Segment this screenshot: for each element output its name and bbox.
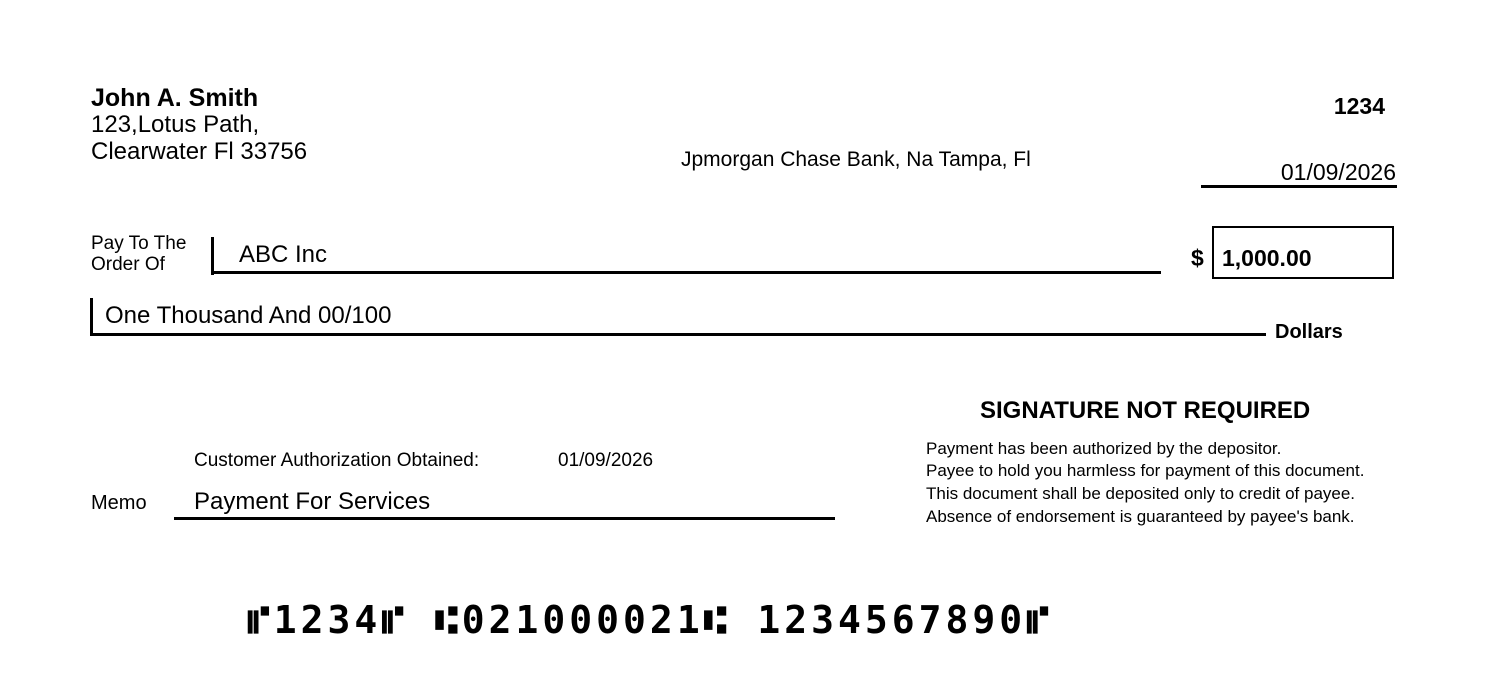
payee-name: ABC Inc <box>239 241 328 268</box>
notice-line: Absence of endorsement is guaranteed by payee's bank. <box>926 507 1355 526</box>
pay-to-label-line2: Order Of <box>91 254 165 275</box>
payer-address-line2: Clearwater Fl 33756 <box>91 138 308 165</box>
amount-words: One Thousand And 00/100 <box>105 302 392 329</box>
signature-title: SIGNATURE NOT REQUIRED <box>980 397 1311 424</box>
dollar-sign: $ <box>1191 245 1204 271</box>
notice-line: Payee to hold you harmless for payment of this document. <box>926 461 1365 480</box>
pay-to-label-line1: Pay To The <box>91 233 187 254</box>
payee-left-bar <box>211 237 214 275</box>
date-underline <box>1201 185 1397 188</box>
check-number: 1234 <box>1333 93 1385 119</box>
payer-address-line1: 123,Lotus Path, <box>91 111 260 138</box>
memo-label: Memo <box>91 492 147 514</box>
payee-underline <box>211 271 1161 274</box>
bank-name: Jpmorgan Chase Bank, Na Tampa, Fl <box>681 148 1031 171</box>
amount-words-underline <box>90 333 1266 336</box>
dollars-label: Dollars <box>1275 321 1343 343</box>
pay-to-label <box>91 233 186 275</box>
notice-line: This document shall be deposited only to credit of payee. <box>926 484 1356 503</box>
amount-words-left-bar <box>90 298 93 336</box>
micr-line: ⑈1234⑈ ⑆021000021⑆ 1234567890⑈ <box>247 598 1053 642</box>
payer-name: John A. Smith <box>91 84 259 112</box>
memo-value: Payment For Services <box>194 488 431 515</box>
memo-underline <box>174 517 835 520</box>
authorization-date: 01/09/2026 <box>558 450 654 471</box>
amount-value: 1,000.00 <box>1222 245 1312 271</box>
notice-line: Payment has been authorized by the depositor. <box>926 439 1282 458</box>
authorization-label: Customer Authorization Obtained: <box>194 450 480 471</box>
check-date: 01/09/2026 <box>1280 159 1396 185</box>
